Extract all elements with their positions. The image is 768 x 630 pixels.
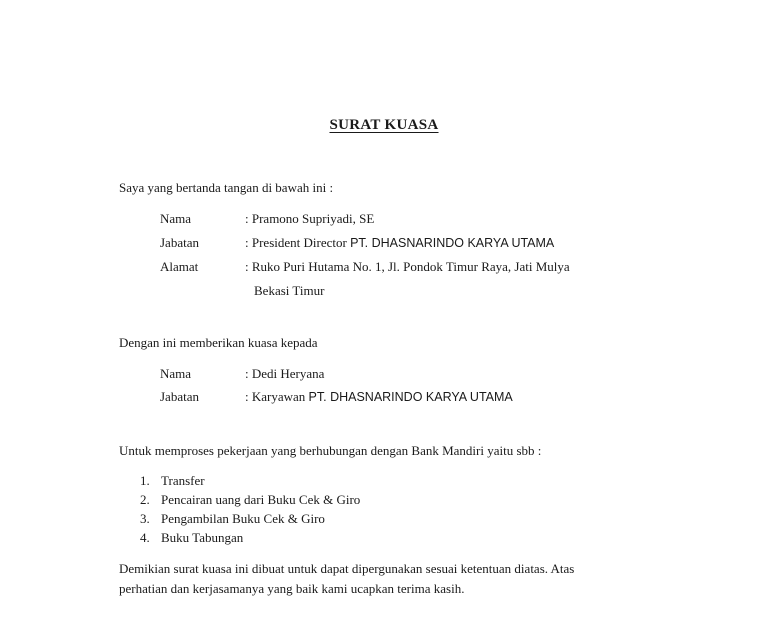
grantee-company: PT. DHASNARINDO KARYA UTAMA xyxy=(308,390,513,404)
document-title: SURAT KUASA xyxy=(329,117,439,133)
task-number: 2. xyxy=(140,492,150,507)
task-item: Buku Tabungan xyxy=(161,530,244,545)
task-item: Pencairan uang dari Buku Cek & Giro xyxy=(161,492,361,507)
grantor-name-value: : Pramono Supriyadi, SE xyxy=(245,211,375,226)
grantor-position-value xyxy=(245,235,554,251)
grantor-position-prefix: : President Director xyxy=(245,235,351,250)
task-item: Pengambilan Buku Cek & Giro xyxy=(161,511,325,526)
intro-text: Saya yang bertanda tangan di bawah ini : xyxy=(119,180,334,195)
grantor-name-label: Nama xyxy=(160,211,192,226)
task-number: 3. xyxy=(140,511,150,526)
grantee-position-label: Jabatan xyxy=(160,389,199,404)
closing-line-1: Demikian surat kuasa ini dibuat untuk dapat dipergunakan sesuai ketentuan diatas. Atas xyxy=(119,561,575,576)
grantor-position-label: Jabatan xyxy=(160,235,199,250)
grantor-address-line1: : Ruko Puri Hutama No. 1, Jl. Pondok Timur Raya, Jati Mulya xyxy=(245,259,570,274)
task-item: Transfer xyxy=(161,473,205,488)
grantee-position-value xyxy=(245,389,513,405)
grantor-address-label: Alamat xyxy=(160,259,199,274)
grantee-position-prefix: : Karyawan xyxy=(245,389,309,404)
grantor-address-line2: Bekasi Timur xyxy=(254,283,325,298)
purpose-text: Untuk memproses pekerjaan yang berhubungan dengan Bank Mandiri yaitu sbb : xyxy=(119,443,542,458)
task-number: 4. xyxy=(140,530,150,545)
grantee-name-value: : Dedi Heryana xyxy=(245,366,325,381)
grant-statement: Dengan ini memberikan kuasa kepada xyxy=(119,335,318,350)
closing-line-2: perhatian dan kerjasamanya yang baik kami ucapkan terima kasih. xyxy=(119,581,465,596)
grantee-name-label: Nama xyxy=(160,366,192,381)
grantor-company: PT. DHASNARINDO KARYA UTAMA xyxy=(350,236,555,250)
task-number: 1. xyxy=(140,473,150,488)
